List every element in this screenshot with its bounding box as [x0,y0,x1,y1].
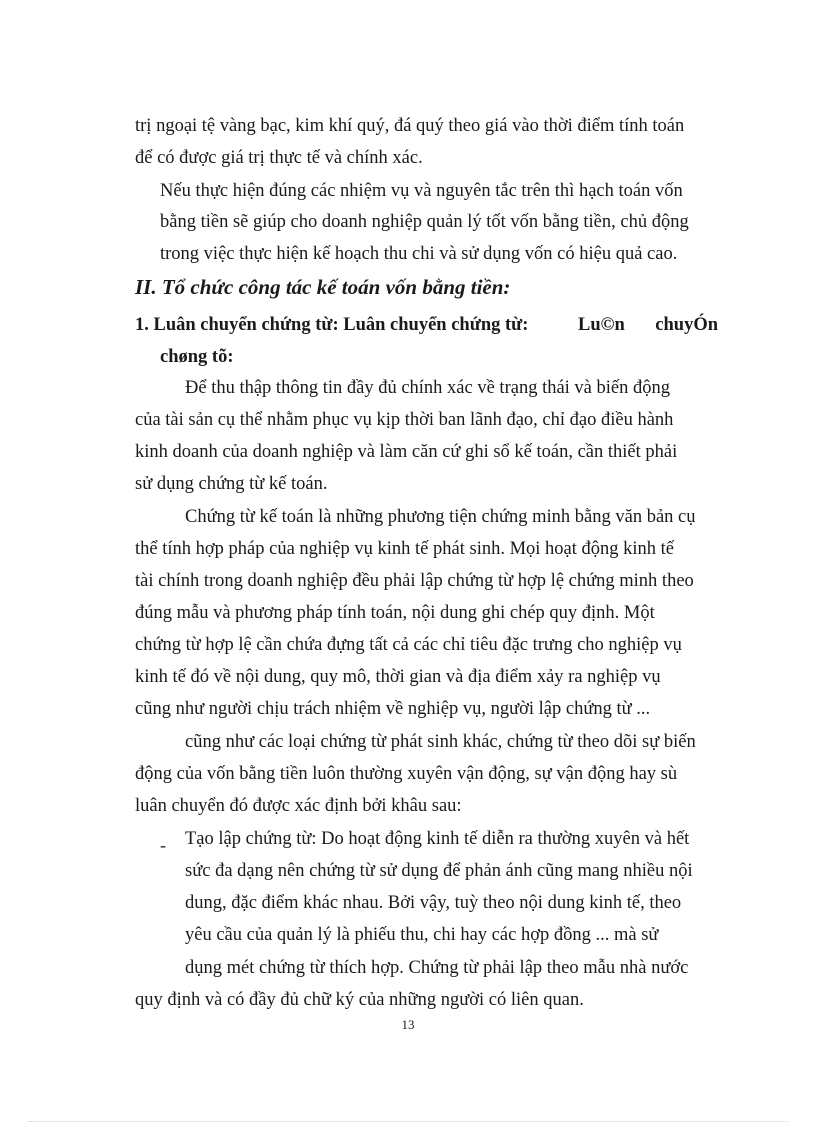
subsection-garbled-word: Lu©n [578,315,625,335]
bullet-line: sức đa dạng nên chứng từ sử dụng để phản ánh cũng mang nhiều nội [185,861,693,881]
section-heading: II. Tổ chức công tác kế toán vốn bằng tiền: [135,275,511,299]
paragraph-line: kinh doanh của doanh nghiệp và làm căn cứ ghi sổ kế toán, cần thiết phải [135,442,678,462]
paragraph-line: sử dụng chứng từ kế toán. [135,474,328,494]
paragraph-line: cũng như các loại chứng từ phát sinh khác, chứng từ theo dõi sự biến [185,732,696,752]
paragraph-line: thể tính hợp pháp của nghiệp vụ kinh tế phát sinh. Mọi hoạt động kinh tế [135,539,675,559]
subsection-garbled-word: chuyÓn [655,315,718,335]
bullet-line: dụng mét chứng từ thích hợp. Chứng từ phải lập theo mẫu nhà nước [185,958,689,978]
page-bottom-divider [28,1121,788,1122]
bullet-line: yêu cầu của quản lý là phiếu thu, chi hay các hợp đồng ... mà sử [185,925,659,945]
paragraph-line: luân chuyển đó được xác định bởi khâu sau: [135,796,462,816]
paragraph-line: kinh tế đó về nội dung, quy mô, thời gian và địa điểm xảy ra nghiệp vụ [135,667,661,687]
paragraph-line: cũng như người chịu trách nhiệm về nghiệp vụ, người lập chứng từ ... [135,699,651,719]
paragraph-line: tài chính trong doanh nghiệp đều phải lập chứng từ hợp lệ chứng minh theo [135,571,694,591]
paragraph-line: Chứng từ kế toán là những phương tiện chứng minh bằng văn bản cụ [185,507,696,527]
paragraph-line: trị ngoại tệ vàng bạc, kim khí quý, đá quý theo giá vào thời điểm tính toán [135,116,685,136]
subsection-title: 1. Luân chuyển chứng từ: Luân chuyển chứng từ: [135,315,529,335]
bullet-line: dung, đặc điểm khác nhau. Bởi vậy, tuỳ theo nội dung kinh tế, theo [185,893,682,913]
paragraph-line: trong việc thực hiện kế hoạch thu chi và sử dụng vốn có hiệu quả cao. [160,244,678,264]
paragraph-line: động của vốn bằng tiền luôn thường xuyên vận động, sự vận động hay sù [135,764,678,784]
page-number: 13 [401,1017,415,1032]
bullet-marker: - [160,835,166,855]
paragraph-line: của tài sản cụ thể nhằm phục vụ kịp thời ban lãnh đạo, chỉ đạo điều hành [135,410,674,430]
bullet-line: quy định và có đầy đủ chữ ký của những người có liên quan. [135,990,584,1010]
paragraph-line: đúng mẫu và phương pháp tính toán, nội dung ghi chép quy định. Một [135,603,655,623]
subsection-heading [135,313,718,337]
paragraph-line: để có được giá trị thực tế và chính xác. [135,148,423,168]
paragraph-line: Nếu thực hiện đúng các nhiệm vụ và nguyên tắc trên thì hạch toán vốn [160,181,683,201]
paragraph-line: Để thu thập thông tin đầy đủ chính xác về trạng thái và biến động [185,378,670,398]
subsection-garbled-text [578,313,718,337]
bullet-line: Tạo lập chứng từ: Do hoạt động kinh tế diễn ra thường xuyên và hết [185,829,690,849]
paragraph-line: chứng từ hợp lệ cần chứa đựng tất cả các chỉ tiêu đặc trưng cho nghiệp vụ [135,635,682,655]
subsection-heading-continued: chøng tõ: [160,347,234,367]
paragraph-line: bằng tiền sẽ giúp cho doanh nghiệp quản lý tốt vốn bằng tiền, chủ động [160,212,689,232]
